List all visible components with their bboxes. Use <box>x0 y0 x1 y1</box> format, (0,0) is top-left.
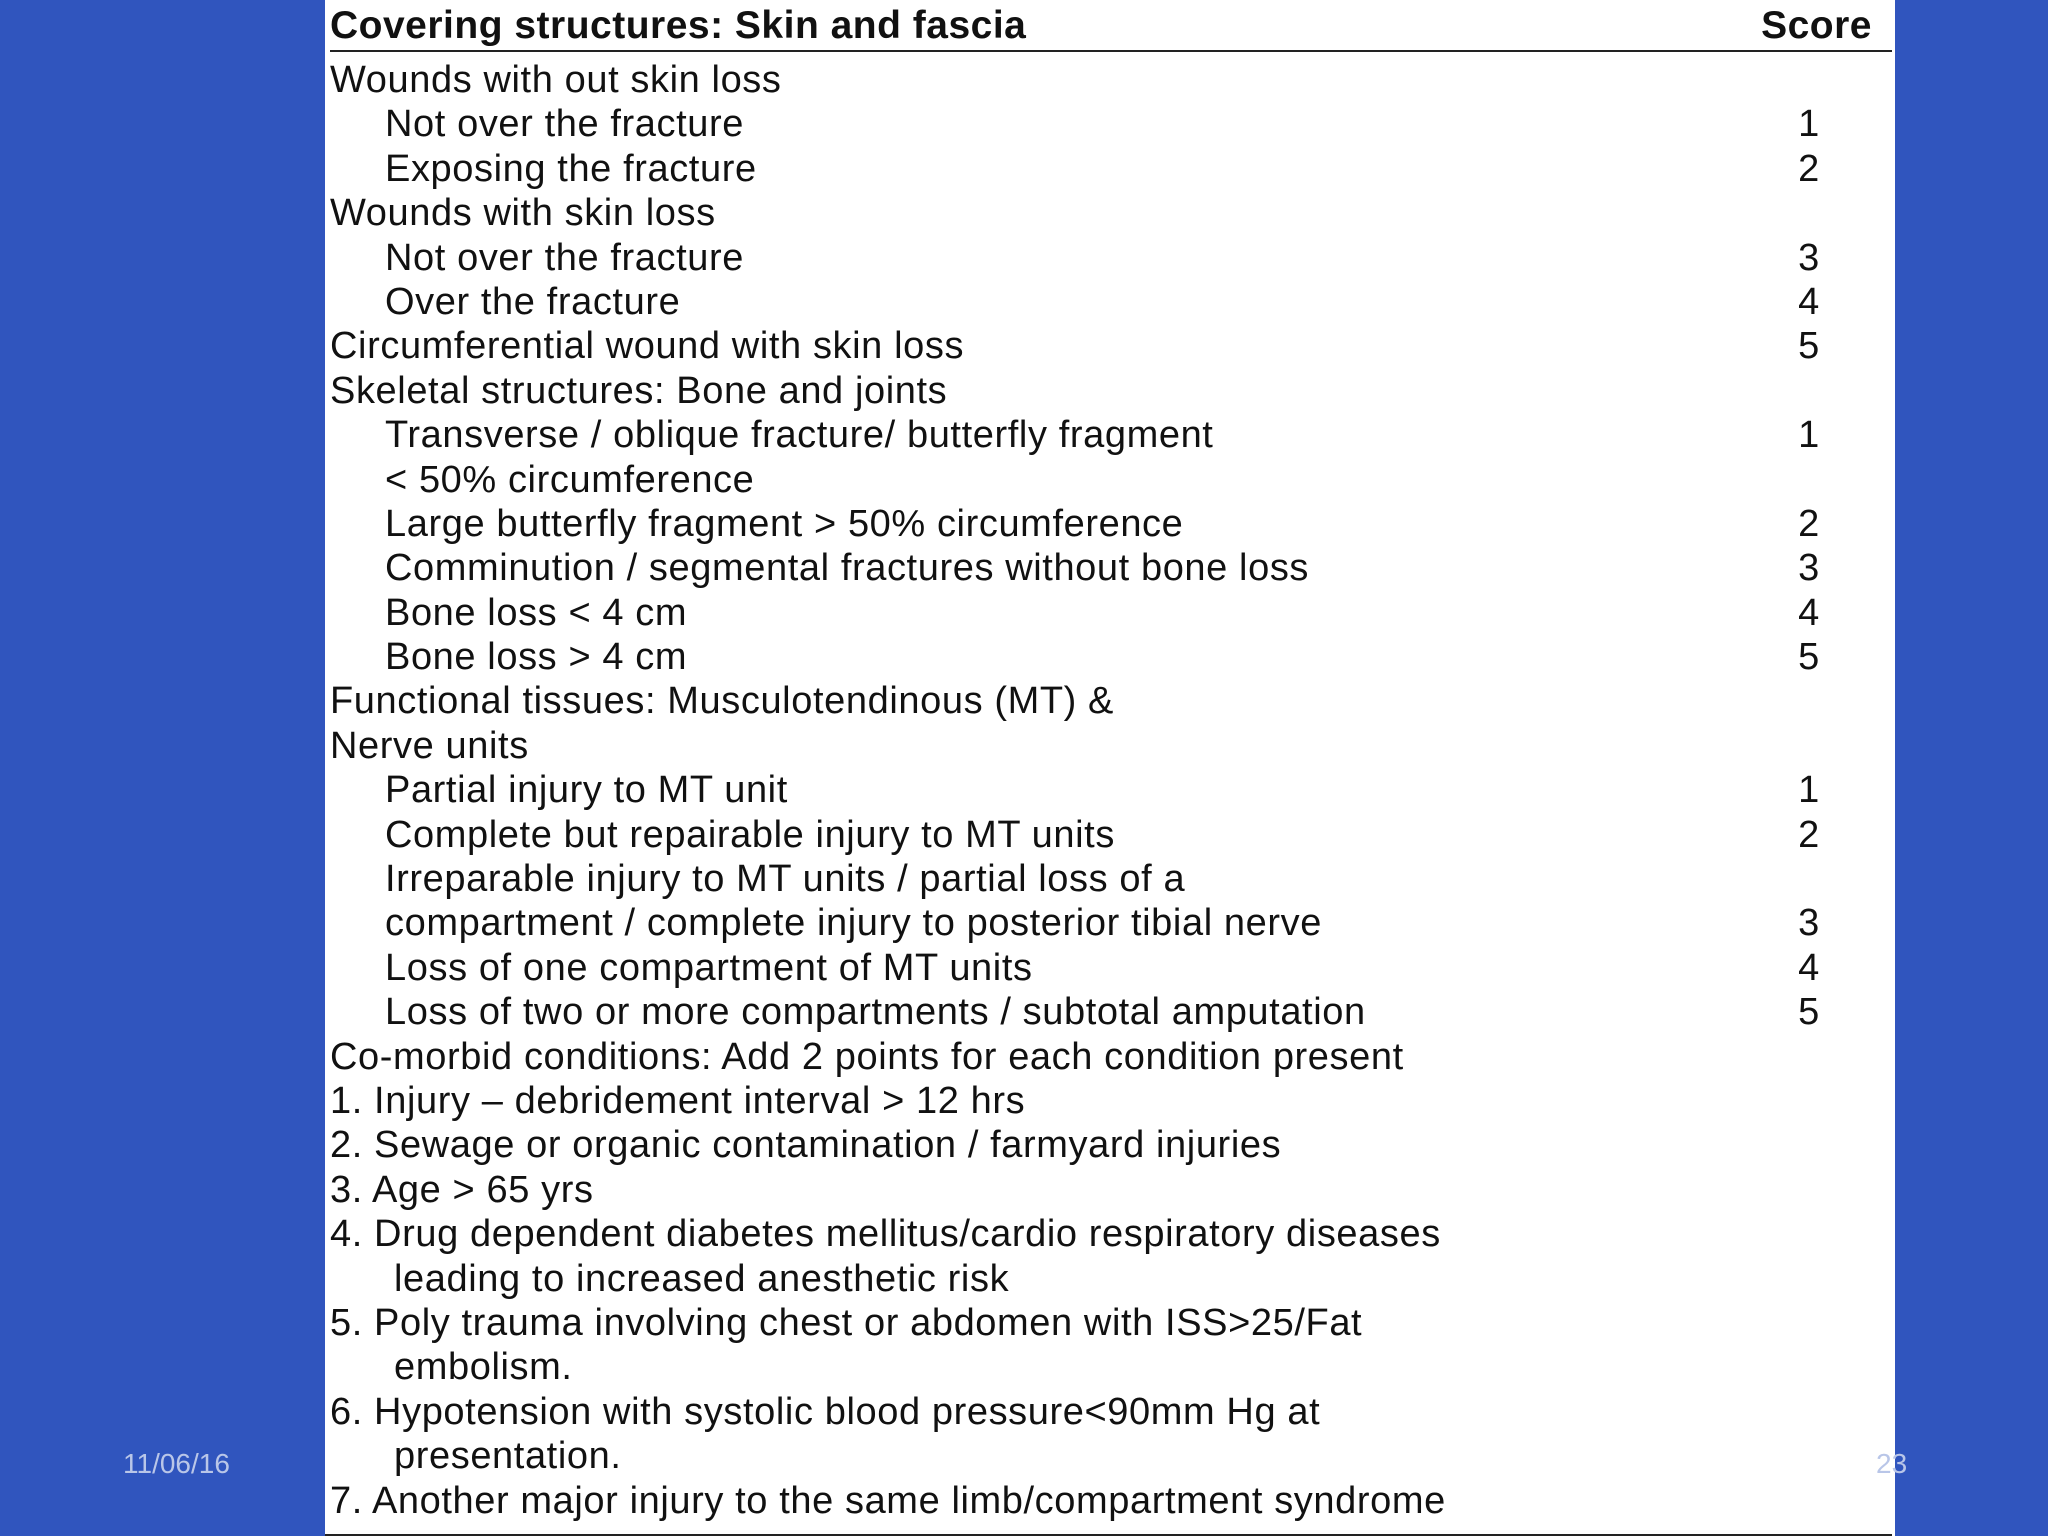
row-score <box>1779 458 1839 502</box>
row-score <box>1779 1434 1839 1478</box>
row-label: Transverse / oblique fracture/ butterfly fragment <box>385 414 1214 457</box>
table-row <box>330 1168 1895 1212</box>
table-row <box>330 901 1895 945</box>
row-label: Large butterfly fragment > 50% circumference <box>385 502 1184 545</box>
row-score: 4 <box>1798 946 1820 989</box>
table-row <box>330 280 1895 324</box>
row-score: 5 <box>1798 325 1820 368</box>
row-label: 7. Another major injury to the same limb/compartment syndrome <box>330 1479 1446 1522</box>
table-row <box>330 1345 1895 1389</box>
table-row <box>330 369 1895 413</box>
row-label: Partial injury to MT unit <box>385 769 788 812</box>
table-row <box>330 58 1895 102</box>
table-row <box>330 635 1895 679</box>
row-score: 2 <box>1798 147 1820 190</box>
row-label: Bone loss < 4 cm <box>385 591 688 634</box>
row-label: < 50% circumference <box>385 458 755 501</box>
row-score: 3 <box>1798 902 1820 945</box>
header-score: Score <box>1761 4 1872 47</box>
row-score: 4 <box>1798 591 1820 634</box>
row-label: embolism. <box>394 1346 573 1389</box>
table-row <box>330 591 1895 635</box>
table-row <box>330 857 1895 901</box>
table-row <box>330 724 1895 768</box>
table-row <box>330 324 1895 368</box>
table-row <box>330 990 1895 1034</box>
row-label: 1. Injury – debridement interval > 12 hrs <box>330 1079 1026 1122</box>
table-row <box>330 1212 1895 1256</box>
row-label: 5. Poly trauma involving chest or abdomen with ISS>25/Fat <box>330 1301 1363 1344</box>
table-row <box>330 1035 1895 1079</box>
row-label: Exposing the fracture <box>385 147 757 190</box>
row-label: Not over the fracture <box>385 103 744 146</box>
table-row <box>330 1434 1895 1478</box>
row-score: 5 <box>1798 991 1820 1034</box>
table-row <box>330 946 1895 990</box>
row-score: 3 <box>1798 236 1820 279</box>
table-row <box>330 546 1895 590</box>
row-label: Irreparable injury to MT units / partial loss of a <box>385 858 1186 901</box>
row-score <box>1779 1079 1839 1123</box>
row-label: Bone loss > 4 cm <box>385 636 688 679</box>
row-label: Wounds with out skin loss <box>330 59 782 101</box>
table-header <box>330 0 1892 52</box>
row-label: compartment / complete injury to posterior tibial nerve <box>385 902 1322 945</box>
row-label: 3. Age > 65 yrs <box>330 1168 594 1211</box>
table-row <box>330 502 1895 546</box>
table-body <box>330 58 1895 1523</box>
row-label: Not over the fracture <box>385 236 744 279</box>
table-row <box>330 458 1895 502</box>
table-row <box>330 1479 1895 1523</box>
row-score <box>1779 724 1839 768</box>
table-row <box>330 413 1895 457</box>
row-score: 4 <box>1798 280 1820 323</box>
row-label: leading to increased anesthetic risk <box>394 1257 1010 1300</box>
table-row <box>330 147 1895 191</box>
row-score <box>1779 191 1839 235</box>
header-title: Covering structures: Skin and fascia <box>330 4 1027 47</box>
table-row <box>330 1257 1895 1301</box>
row-score: 1 <box>1798 414 1820 457</box>
row-label: Loss of one compartment of MT units <box>385 946 1033 989</box>
row-label: Comminution / segmental fractures without bone loss <box>385 547 1310 590</box>
table-row <box>330 1079 1895 1123</box>
row-label: 2. Sewage or organic contamination / farmyard injuries <box>330 1124 1282 1167</box>
row-score <box>1779 369 1839 413</box>
row-score <box>1779 1479 1839 1523</box>
row-score <box>1779 679 1839 723</box>
row-score: 2 <box>1798 813 1820 856</box>
row-label: 4. Drug dependent diabetes mellitus/cardio respiratory diseases <box>330 1213 1441 1256</box>
row-score <box>1779 857 1839 901</box>
table-row <box>330 1301 1895 1345</box>
row-score <box>1779 1257 1839 1301</box>
row-score <box>1779 1212 1839 1256</box>
row-score: 3 <box>1798 547 1820 590</box>
table-row <box>330 1390 1895 1434</box>
row-label: 6. Hypotension with systolic blood pressure<90mm Hg at <box>330 1390 1321 1433</box>
table-row <box>330 1123 1895 1167</box>
table-row <box>330 191 1895 235</box>
slide-date: 11/06/16 <box>123 1448 230 1479</box>
row-label: presentation. <box>394 1435 622 1478</box>
row-score <box>1779 58 1839 102</box>
table-row <box>330 102 1895 146</box>
row-label: Complete but repairable injury to MT units <box>385 813 1115 856</box>
row-label: Skeletal structures: Bone and joints <box>330 369 948 412</box>
row-score: 1 <box>1798 769 1820 812</box>
row-score <box>1779 1035 1839 1079</box>
table-row <box>330 768 1895 812</box>
row-label: Nerve units <box>330 724 529 767</box>
row-score <box>1779 1301 1839 1345</box>
row-score <box>1779 1168 1839 1212</box>
row-label: Co-morbid conditions: Add 2 points for each condition present <box>330 1035 1404 1078</box>
table-row <box>330 236 1895 280</box>
row-label: Functional tissues: Musculotendinous (MT) & <box>330 680 1114 723</box>
row-score <box>1779 1390 1839 1434</box>
row-label: Circumferential wound with skin loss <box>330 325 965 368</box>
slide-number: 23 <box>1876 1448 1908 1479</box>
table-row <box>330 679 1895 723</box>
row-label: Wounds with skin loss <box>330 192 716 235</box>
row-label: Over the fracture <box>385 280 681 323</box>
table-row <box>330 813 1895 857</box>
score-table <box>325 0 1895 1536</box>
row-score: 5 <box>1798 636 1820 679</box>
row-score: 2 <box>1798 502 1820 545</box>
row-score: 1 <box>1798 103 1820 146</box>
row-score <box>1779 1123 1839 1167</box>
row-label: Loss of two or more compartments / subtotal amputation <box>385 991 1366 1034</box>
row-score <box>1779 1345 1839 1389</box>
